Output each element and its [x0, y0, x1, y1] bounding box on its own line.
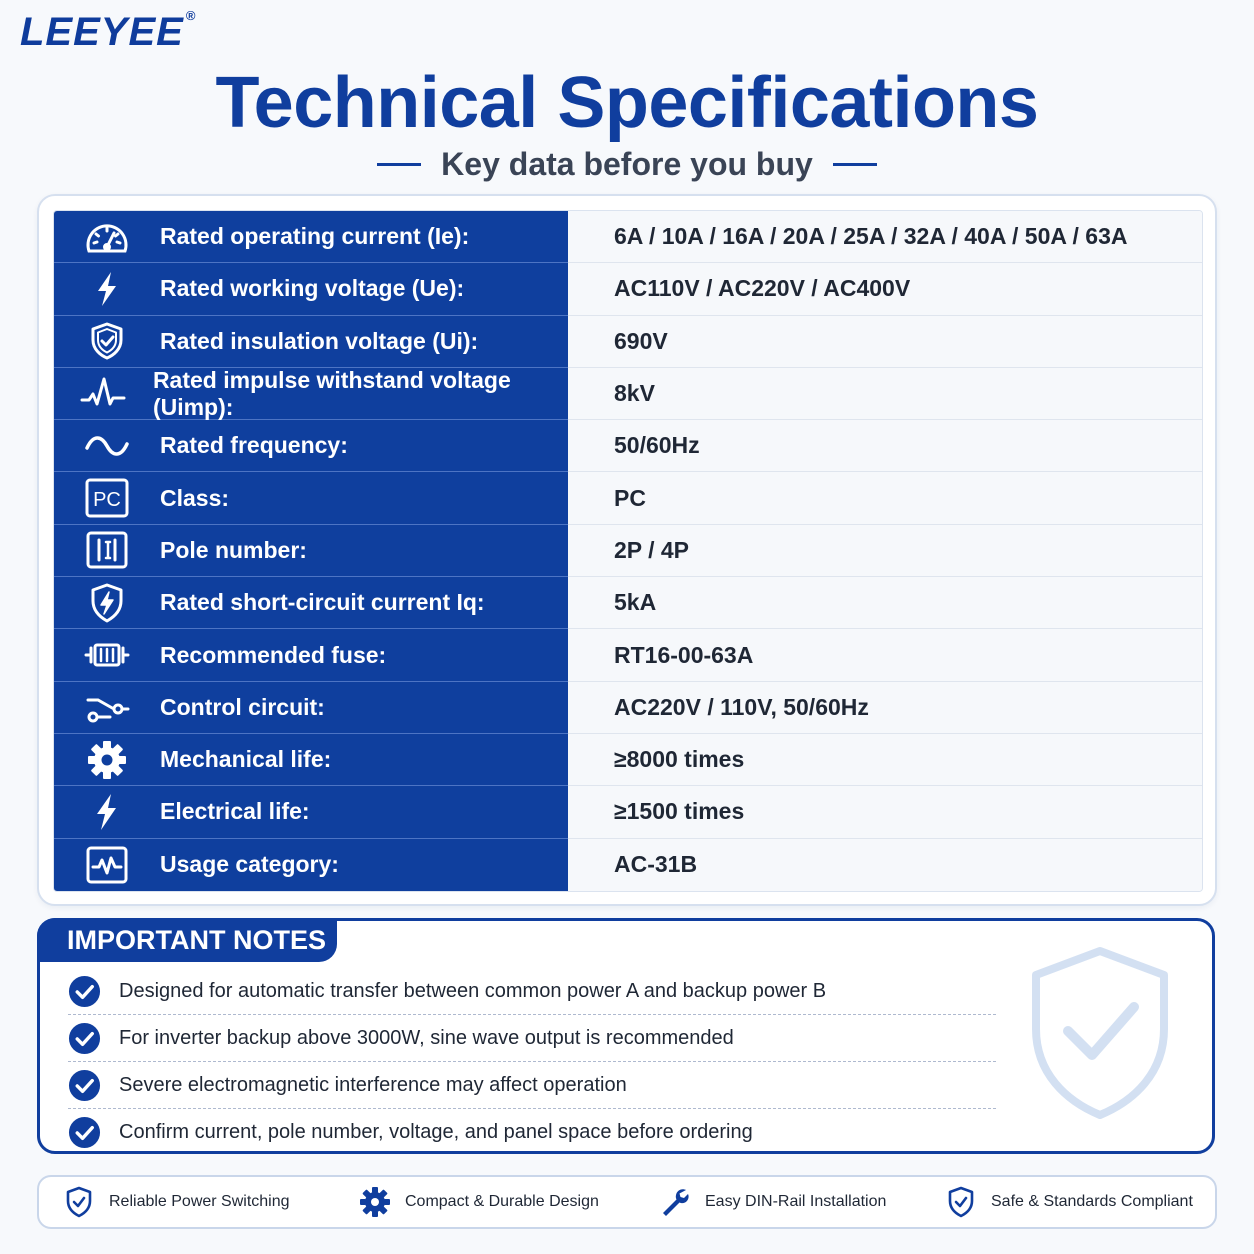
spec-label-cell	[54, 472, 568, 524]
shield-check-icon	[945, 1186, 977, 1218]
spec-label: Pole number:	[160, 536, 307, 563]
feature-label: Compact & Durable Design	[405, 1193, 599, 1210]
spec-label: Rated impulse withstand voltage (Uimp):	[152, 366, 511, 420]
spec-value: AC220V / 110V, 50/60Hz	[568, 682, 1202, 733]
spec-table	[53, 210, 1203, 892]
spec-label: Recommended fuse:	[160, 641, 387, 668]
feature-item	[945, 1186, 1193, 1218]
spec-label-cell	[54, 734, 568, 786]
svg-text:PC: PC	[93, 489, 121, 512]
wrench-icon	[659, 1186, 691, 1218]
pulse-icon	[54, 374, 153, 414]
note-text: Designed for automatic transfer between common power A and backup power B	[119, 979, 827, 1002]
spec-row	[54, 839, 1202, 891]
pole-icon	[54, 530, 160, 570]
spec-row	[54, 472, 1202, 524]
spec-label: Rated operating current (Ie):	[160, 223, 470, 250]
note-text: Confirm current, pole number, voltage, and panel space before ordering	[119, 1120, 753, 1143]
feature-label: Easy DIN-Rail Installation	[705, 1193, 887, 1210]
fuse-icon	[54, 635, 160, 675]
spec-value: PC	[568, 472, 1202, 523]
spec-label-cell	[54, 368, 568, 420]
spec-row	[54, 629, 1202, 681]
page-subtitle	[377, 146, 877, 183]
spec-label: Rated working voltage (Ue):	[160, 275, 465, 302]
spec-label-cell	[54, 420, 568, 472]
spec-row	[54, 525, 1202, 577]
spec-row	[54, 734, 1202, 786]
lightning-icon	[54, 792, 160, 832]
spec-value: 2P / 4P	[568, 525, 1202, 576]
check-circle-icon	[68, 975, 101, 1008]
spec-label-cell	[54, 211, 568, 263]
spec-row	[54, 211, 1202, 263]
spec-label: Rated short-circuit current Iq:	[160, 589, 485, 616]
note-text: For inverter backup above 3000W, sine wave output is recommended	[119, 1026, 734, 1049]
check-circle-icon	[68, 1022, 101, 1055]
page-title: Technical Specifications	[215, 63, 1039, 143]
notes-heading: IMPORTANT NOTES	[37, 918, 337, 962]
note-item	[68, 1015, 996, 1062]
spec-value: 690V	[568, 316, 1202, 367]
note-item	[68, 1062, 996, 1109]
subtitle-rule-left	[377, 163, 421, 166]
spec-card	[37, 194, 1217, 906]
shield-bolt-icon	[54, 583, 160, 623]
spec-row	[54, 577, 1202, 629]
spec-label-cell	[54, 682, 568, 734]
feature-item	[359, 1186, 599, 1218]
spec-value: ≥1500 times	[568, 786, 1202, 837]
pc-class-icon	[54, 478, 160, 518]
spec-label-cell	[54, 839, 568, 892]
spec-label: Class:	[160, 484, 230, 511]
gear-icon	[54, 740, 160, 780]
feature-label: Safe & Standards Compliant	[991, 1193, 1193, 1210]
spec-label: Usage category:	[160, 851, 339, 878]
notes-list	[68, 968, 996, 1155]
spec-label-cell	[54, 577, 568, 629]
spec-value: 6A / 10A / 16A / 20A / 25A / 32A / 40A / 50A / 63A	[568, 211, 1202, 262]
spec-label-cell	[54, 316, 568, 368]
spec-label: Rated insulation voltage (Ui):	[160, 327, 479, 354]
note-item	[68, 1109, 996, 1155]
spec-row	[54, 682, 1202, 734]
shield-check-icon	[54, 321, 160, 361]
sine-wave-icon	[54, 426, 160, 466]
spec-label: Rated frequency:	[160, 432, 348, 459]
spec-value: RT16-00-63A	[568, 629, 1202, 680]
check-circle-icon	[68, 1069, 101, 1102]
important-notes-card	[37, 918, 1215, 1154]
gear-icon	[359, 1186, 391, 1218]
spec-label-cell	[54, 786, 568, 838]
spec-label: Control circuit:	[160, 693, 325, 720]
feature-bar	[37, 1175, 1217, 1229]
spec-row	[54, 368, 1202, 420]
note-text: Severe electromagnetic interference may affect operation	[119, 1073, 627, 1096]
check-circle-icon	[68, 1116, 101, 1149]
control-switch-icon	[54, 687, 160, 727]
shield-check-watermark-icon	[1028, 945, 1172, 1121]
spec-value: 50/60Hz	[568, 420, 1202, 471]
monitor-wave-icon	[54, 845, 160, 885]
spec-value: AC-31B	[568, 839, 1202, 891]
spec-label-cell	[54, 525, 568, 577]
spec-label-cell	[54, 263, 568, 315]
subtitle-rule-right	[833, 163, 877, 166]
feature-item	[63, 1186, 290, 1218]
subtitle-wrap	[0, 146, 1254, 183]
spec-label: Electrical life:	[160, 798, 310, 825]
brand-name: LEEYEE	[20, 10, 184, 54]
subtitle-text: Key data before you buy	[441, 146, 813, 182]
spec-value: 5kA	[568, 577, 1202, 628]
brand-logo	[20, 10, 196, 55]
spec-value: AC110V / AC220V / AC400V	[568, 263, 1202, 314]
feature-label: Reliable Power Switching	[109, 1193, 290, 1210]
spec-value: 8kV	[568, 368, 1202, 419]
spec-row	[54, 263, 1202, 315]
spec-row	[54, 786, 1202, 838]
spec-row	[54, 316, 1202, 368]
registered-mark: ®	[185, 8, 197, 23]
gauge-icon	[54, 217, 160, 257]
note-item	[68, 968, 996, 1015]
feature-item	[659, 1186, 886, 1218]
shield-check-icon	[63, 1186, 95, 1218]
spec-row	[54, 420, 1202, 472]
spec-label-cell	[54, 629, 568, 681]
spec-value: ≥8000 times	[568, 734, 1202, 785]
spec-label: Mechanical life:	[160, 746, 332, 773]
lightning-icon	[54, 269, 160, 309]
